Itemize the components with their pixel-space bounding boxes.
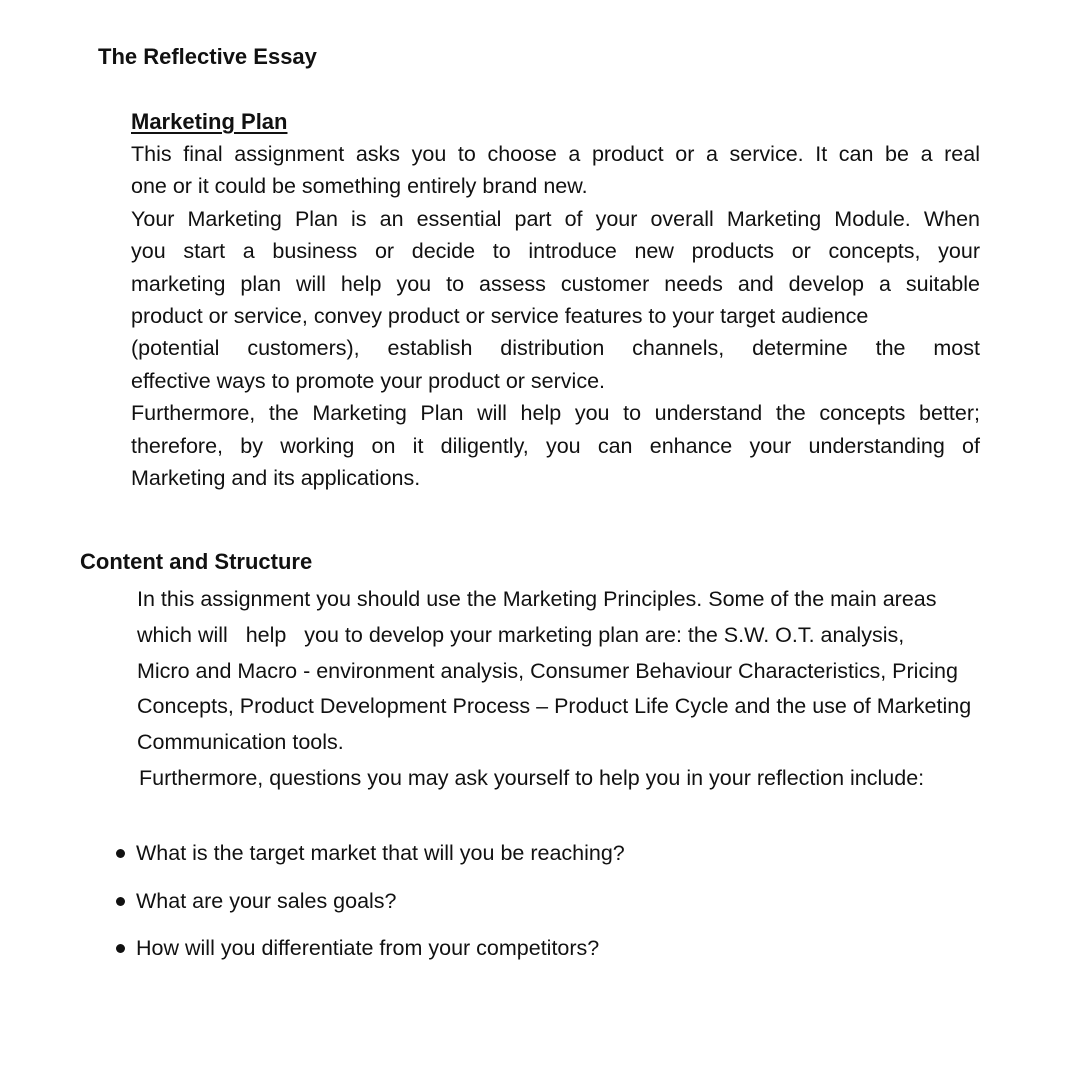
text-line: one or it could be something entirely brand new. — [131, 174, 588, 199]
question-text: How will you differentiate from your competitors? — [136, 936, 600, 960]
text-line: marketing plan will help you to assess customer needs and develop a suitable — [131, 271, 980, 296]
text-line: Communication tools. — [137, 730, 344, 755]
list-item — [113, 830, 625, 878]
text-line: which will help you to develop your marketing plan are: the S.W. O.T. analysis, — [137, 622, 905, 647]
text-line: In this assignment you should use the Marketing Principles. Some of the main areas — [137, 587, 937, 611]
marketing-plan-heading: Marketing Plan — [131, 109, 288, 134]
question-text: What are your sales goals? — [136, 888, 397, 913]
content-structure-section — [137, 582, 1037, 797]
text-line: Concepts, Product Development Process – Product Life Cycle and the use of Marketing — [137, 694, 972, 719]
marketing-plan-text — [131, 138, 980, 494]
text-line: Micro and Macro - environment analysis, Consumer Behaviour Characteristics, Pricing — [137, 658, 958, 683]
list-item — [113, 878, 625, 926]
bullet-icon — [116, 849, 125, 858]
marketing-plan-section — [131, 106, 980, 494]
text-line: product or service, convey product or service features to your target audience — [131, 304, 869, 329]
text-line: This final assignment asks you to choose a product or a service. It can be a real — [131, 142, 980, 166]
text-line: therefore, by working on it diligently, you can enhance your understanding of — [131, 433, 980, 458]
text-line: Marketing and its applications. — [131, 466, 421, 491]
text-line: effective ways to promote your product or service. — [131, 368, 606, 393]
document-title: The Reflective Essay — [98, 44, 317, 69]
content-structure-text — [137, 582, 1037, 761]
questions-list — [113, 830, 625, 973]
text-line: Furthermore, the Marketing Plan will help you to understand the concepts better; — [131, 401, 980, 426]
bullet-icon — [116, 944, 125, 953]
bullet-icon — [116, 897, 125, 906]
content-structure-heading: Content and Structure — [80, 549, 313, 574]
question-text: What is the target market that will you be reaching? — [136, 841, 625, 865]
questions-intro: Furthermore, questions you may ask yourself to help you in your reflection include: — [139, 765, 925, 790]
list-item — [113, 925, 625, 973]
text-line: you start a business or decide to introduce new products or concepts, your — [131, 239, 980, 264]
text-line: (potential customers), establish distribution channels, determine the most — [131, 336, 980, 361]
text-line: Your Marketing Plan is an essential part of your overall Marketing Module. When — [131, 206, 980, 231]
